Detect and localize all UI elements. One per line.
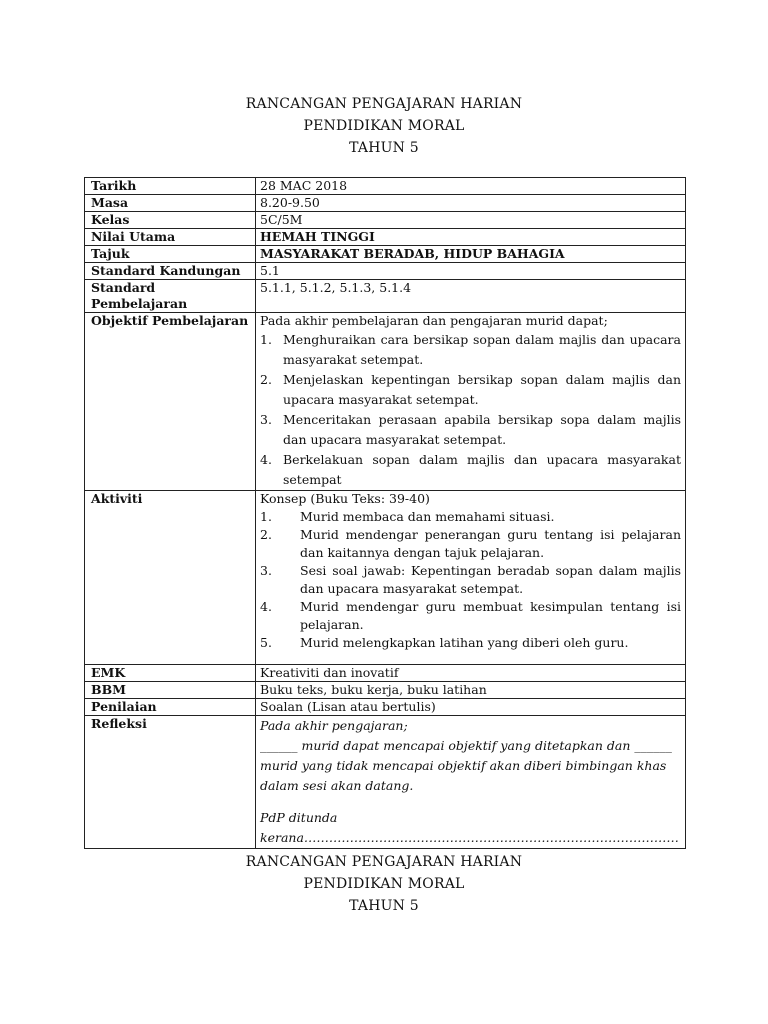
- row-value: [256, 491, 686, 665]
- list-item-text: Murid membaca dan memahami situasi.: [300, 509, 555, 524]
- list-item: [260, 370, 681, 410]
- objektif-list: [260, 330, 681, 490]
- row-value: 28 MAC 2018: [256, 178, 686, 195]
- list-item-text: Menghuraikan cara bersikap sopan dalam majlis dan upacara masyarakat setempat.: [283, 332, 681, 367]
- row-value: [256, 716, 686, 849]
- table-row-bbm: [85, 682, 686, 699]
- row-value: 5.1.1, 5.1.2, 5.1.3, 5.1.4: [256, 280, 686, 313]
- row-value: [256, 313, 686, 491]
- list-item-number: 1.: [260, 509, 272, 524]
- refleksi-achievement: ______ murid dapat mencapai objektif yang ditetapkan dan ______ murid yang tidak mencapai objektif akan diberi bimbingan khas dalam sesi akan datang.: [260, 738, 672, 793]
- table-row-tajuk: [85, 246, 686, 263]
- refleksi-intro: Pada akhir pengajaran;: [260, 718, 408, 733]
- table-row-refleksi: [85, 716, 686, 849]
- table-row-kelas: [85, 212, 686, 229]
- list-item-text: Menjelaskan kepentingan bersikap sopan dalam majlis dan upacara masyarakat setempat.: [283, 372, 681, 407]
- list-item-text: Berkelakuan sopan dalam majlis dan upacara masyarakat setempat: [283, 452, 681, 487]
- list-item-number: 5.: [260, 635, 272, 650]
- list-item-text: Murid mendengar penerangan guru tentang isi pelajaran dan kaitannya dengan tajuk pelajaran.: [300, 527, 681, 560]
- heading-subject: PENDIDIKAN MORAL: [303, 876, 465, 892]
- table-row-aktiviti: [85, 491, 686, 665]
- list-item: [260, 450, 681, 490]
- row-label: Penilaian: [85, 699, 256, 716]
- heading-title: RANCANGAN PENGAJARAN HARIAN: [245, 96, 523, 112]
- spacer: [260, 652, 681, 664]
- row-value: HEMAH TINGGI: [256, 229, 686, 246]
- row-value: 8.20-9.50: [256, 195, 686, 212]
- list-item: [260, 410, 681, 450]
- table-row-masa: [85, 195, 686, 212]
- aktiviti-intro: Konsep (Buku Teks: 39-40): [260, 491, 430, 506]
- row-label: Objektif Pembelajaran: [85, 313, 256, 491]
- heading-year: TAHUN 5: [349, 898, 419, 914]
- table-row-penilaian: [85, 699, 686, 716]
- row-label: Tarikh: [85, 178, 256, 195]
- table-row-objektif: [85, 313, 686, 491]
- table-row-tarikh: [85, 178, 686, 195]
- lesson-plan-table: [84, 177, 686, 849]
- list-item-number: 2.: [260, 527, 272, 542]
- list-item-number: 4.: [260, 599, 272, 614]
- list-item-number: 3.: [260, 412, 272, 427]
- table-row-nilai-utama: [85, 229, 686, 246]
- row-label: Masa: [85, 195, 256, 212]
- objektif-intro: Pada akhir pembelajaran dan pengajaran murid dapat;: [260, 313, 608, 328]
- document-heading: [0, 851, 768, 917]
- spacer: [260, 796, 681, 808]
- list-item: [260, 508, 681, 526]
- list-item-number: 1.: [260, 332, 272, 347]
- list-item-number: 3.: [260, 563, 272, 578]
- row-value: 5C/5M: [256, 212, 686, 229]
- list-item: [260, 634, 681, 652]
- list-item-text: Menceritakan perasaan apabila bersikap sopa dalam majlis dan upacara masyarakat setempat.: [283, 412, 681, 447]
- row-value: Soalan (Lisan atau bertulis): [256, 699, 686, 716]
- row-label: Standard Kandungan: [85, 263, 256, 280]
- list-item-number: 4.: [260, 452, 272, 467]
- row-label: EMK: [85, 665, 256, 682]
- row-value: Buku teks, buku kerja, buku latihan: [256, 682, 686, 699]
- row-label: Tajuk: [85, 246, 256, 263]
- heading-title: RANCANGAN PENGAJARAN HARIAN: [245, 854, 523, 870]
- table-row-standard-kandungan: [85, 263, 686, 280]
- list-item: [260, 526, 681, 562]
- list-item: [260, 330, 681, 370]
- row-label: Kelas: [85, 212, 256, 229]
- heading-subject: PENDIDIKAN MORAL: [303, 118, 465, 134]
- row-label: Refleksi: [85, 716, 256, 849]
- table-row-emk: [85, 665, 686, 682]
- row-label: Standard Pembelajaran: [85, 280, 256, 313]
- table-row-standard-pembelajaran: [85, 280, 686, 313]
- row-label: Nilai Utama: [85, 229, 256, 246]
- row-value: Kreativiti dan inovatif: [256, 665, 686, 682]
- document-heading: [0, 93, 768, 159]
- list-item: [260, 562, 681, 598]
- aktiviti-list: [260, 508, 681, 652]
- row-label: BBM: [85, 682, 256, 699]
- row-label: Aktiviti: [85, 491, 256, 665]
- row-value: MASYARAKAT BERADAB, HIDUP BAHAGIA: [256, 246, 686, 263]
- heading-year: TAHUN 5: [349, 140, 419, 156]
- list-item-text: Sesi soal jawab: Kepentingan beradab sopan dalam majlis dan upacara masyarakat setempat.: [300, 563, 681, 596]
- list-item-text: Murid mendengar guru membuat kesimpulan tentang isi pelajaran.: [300, 599, 681, 632]
- refleksi-postponed: PdP ditunda kerana………………………………………………………………………………: [260, 810, 679, 845]
- list-item-text: Murid melengkapkan latihan yang diberi oleh guru.: [300, 635, 629, 650]
- row-value: 5.1: [256, 263, 686, 280]
- list-item: [260, 598, 681, 634]
- list-item-number: 2.: [260, 372, 272, 387]
